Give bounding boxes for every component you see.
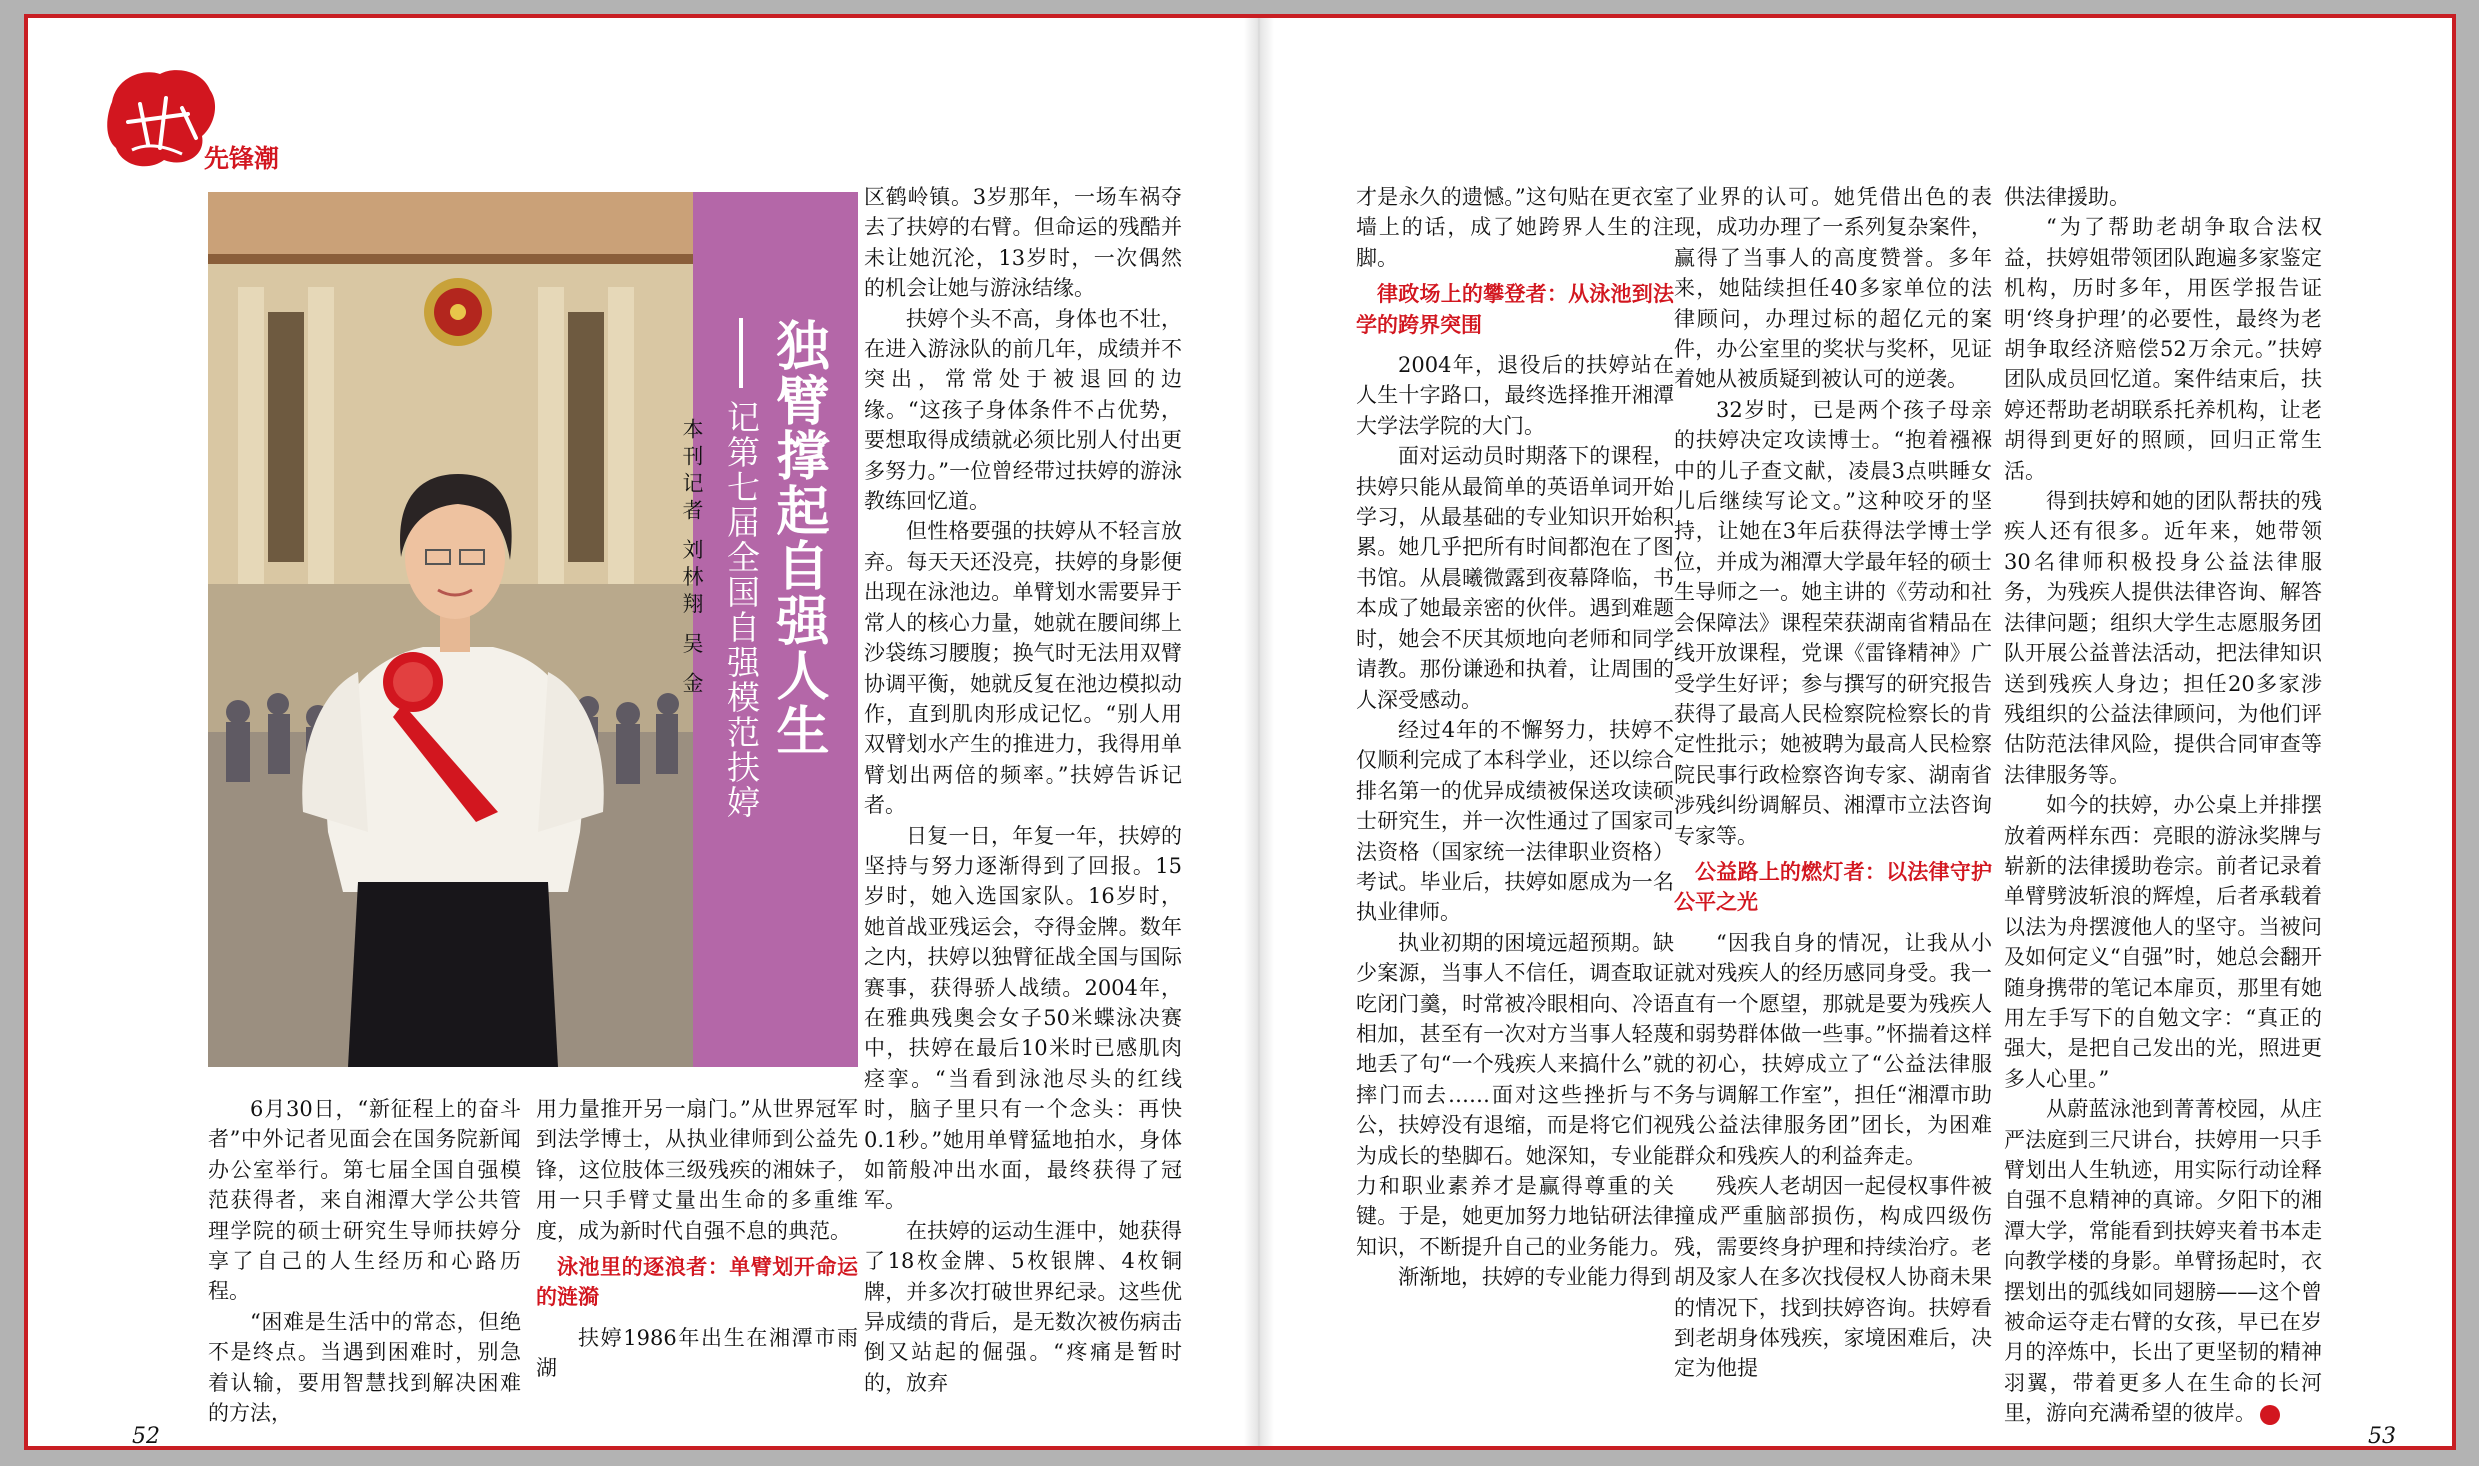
text-column-4 — [1356, 182, 1674, 1293]
paragraph: 才是永久的遗憾。”这句贴在更衣室墙上的话，成了她跨界人生的注脚。 — [1356, 185, 1674, 270]
article-byline: 本刊记者 刘林翔 吴 金 — [680, 418, 704, 700]
paragraph: 区鹤岭镇。3岁那年，一场车祸夺去了扶婷的右臂。但命运的残酷并未让她沉沦，13岁时，一次偶然的机会让她与游泳结缘。 — [864, 185, 1182, 301]
text-column-3 — [864, 182, 1182, 1398]
text-column-2 — [536, 1094, 858, 1384]
paragraph: 了业界的认可。她凭借出色的表现，成功办理了一系列复杂案件，赢得了当事人的高度赞誉。多年来，她陆续担任40多家单位的法律顾问，办理过标的超亿元的案件，办公室里的奖状与奖杯，见证着她从被质疑到被认可的逆袭。 — [1674, 185, 1992, 392]
text-column-1 — [208, 1094, 521, 1428]
subtitle-dash — [739, 318, 743, 388]
paragraph: 日复一日，年复一年，扶婷的坚持与努力逐渐得到了回报。15岁时，她入选国家队。16岁时，她首战亚残运会，夺得金牌。数年之内，扶婷以独臂征战全国与国际赛事，获得骄人战绩。2004年，在雅典残奥会女子50米蝶泳决赛中，扶婷在最后10米时已感肌肉痉挛。“当看到泳池尽头的红线时，脑子里只有一个念头：再快0.1秒。”她用单臂猛地拍水，身体如箭般冲出水面，最终获得了冠军。 — [864, 823, 1182, 1213]
paragraph: 32岁时，已是两个孩子母亲的扶婷决定攻读博士。“抱着襁褓中的儿子查文献，凌晨3点哄睡女儿后继续写论文。”这种咬牙的坚持，让她在3年后获得法学博士学位，并成为湘潭大学最年轻的硕士生导师之一。她主讲的《劳动和社会保障法》课程荣获湖南省精品在线开放课程，党课《雷锋精神》广受学生好评；参与撰写的研究报告获得了最高人民检察院检察长的肯定性批示；她被聘为最高人民检察院民事行政检察咨询专家、湖南省涉残纠纷调解员、湘潭市立法咨询专家等。 — [1674, 397, 1992, 848]
paragraph: 扶婷1986年出生在湘潭市雨湖 — [536, 1325, 858, 1381]
article-subtitle — [718, 318, 765, 820]
subheading: 泳池里的逐浪者：单臂划开命运的涟漪 — [536, 1255, 858, 1310]
paragraph: “因我自身的情况，让我从小就对残疾人的经历感同身受。我一直有一个愿望，那就是要为残疾人和弱势群体做一些事。”怀揣着这样的初心，扶婷成立了“公益法律服务与调解工作室”，担任“湘潭市助残公益法律服务团”团长，为困难群众和残疾人的利益奔走。 — [1674, 930, 1992, 1168]
article-title: 独臂撑起自强人生 — [768, 318, 829, 758]
paragraph: “困难是生活中的常态，但绝不是终点。当遇到困难时，别急着认输，要用智慧找到解决困难的方法， — [208, 1309, 521, 1426]
paragraph: 经过4年的不懈努力，扶婷不仅顺利完成了本科学业，还以综合排名第一的优异成绩被保送攻读硕士研究生，并一次性通过了国家司法资格（国家统一法律职业资格）考试。毕业后，扶婷如愿成为一名执业律师。 — [1356, 717, 1674, 925]
text-column-6 — [2004, 182, 2322, 1429]
portrait-photo — [208, 192, 693, 1067]
paragraph: 但性格要强的扶婷从不轻言放弃。每天天还没亮，扶婷的身影便出现在泳池边。单臂划水需要异于常人的核心力量，她就在腰间绑上沙袋练习腰腹；换气时无法用双臂协调平衡，她就反复在池边模拟动作，直到肌肉形成记忆。“别人用双臂划水产生的推进力，我得用单臂划出两倍的频率。”扶婷告诉记者。 — [864, 519, 1182, 818]
page-spine — [1244, 18, 1274, 1446]
page-number-left: 52 — [132, 1424, 160, 1449]
paragraph: 残疾人老胡因一起侵权事件被撞成严重脑部损伤，构成四级伤残，需要终身护理和持续治疗。老胡及家人在多次找侵权人协商未果的情况下，找到扶婷咨询。扶婷看到老胡身体残疾，家境困难后，决定为他提 — [1674, 1174, 1992, 1381]
subheading: 公益路上的燃灯者：以法律守护公平之光 — [1674, 859, 1992, 915]
paragraph: 在扶婷的运动生涯中，她获得了18枚金牌、5枚银牌、4枚铜牌，并多次打破世界纪录。这些优异成绩的背后，是无数次被伤病击倒又站起的倔强。“疼痛是暂时的，放弃 — [864, 1218, 1182, 1395]
magazine-spread — [24, 14, 2456, 1450]
paragraph: 从蔚蓝泳池到菁菁校园，从庄严法庭到三尺讲台，扶婷用一只手臂划出人生轨迹，用实际行动诠释自强不息精神的真谛。夕阳下的湘潭大学，常能看到扶婷夹着书本走向教学楼的身影。单臂扬起时，衣摆划出的弧线如同翅膀——这个曾被命运夺走右臂的女孩，早已在岁月的淬炼中，长出了更坚韧的精神羽翼，带着更多人在生命的长河里，游向充满希望的彼岸。 — [2004, 1097, 2322, 1426]
paragraph: 6月30日，“新征程上的奋斗者”中外记者见面会在国务院新闻办公室举行。第七届全国自强模范获得者，来自湘潭大学公共管理学院的硕士研究生导师扶婷分享了自己的人生经历和心路历程。 — [208, 1097, 521, 1304]
section-label: 先锋潮 — [204, 144, 280, 173]
paragraph: 面对运动员时期落下的课程，扶婷只能从最简单的英语单词开始学习，从最基础的专业知识开始积累。她几乎把所有时间都泡在了图书馆。从晨曦微露到夜幕降临，书本成了她最亲密的伙伴。遇到难题时，她会不厌其烦地向老师和同学请教。那份谦逊和执着，让周围的人深受感动。 — [1356, 444, 1674, 712]
paragraph: 2004年，退役后的扶婷站在人生十字路口，最终选择推开湘潭大学法学院的大门。 — [1356, 353, 1674, 438]
paragraph: 用力量推开另一扇门。”从世界冠军到法学博士，从执业律师到公益先锋，这位肢体三级残疾的湘妹子，用一只手臂丈量出生命的多重维度，成为新时代自强不息的典范。 — [536, 1097, 858, 1243]
article-end-mark — [2260, 1405, 2280, 1425]
paragraph: 渐渐地，扶婷的专业能力得到 — [1398, 1265, 1671, 1290]
paragraph: 得到扶婷和她的团队帮扶的残疾人还有很多。近年来，她带领30名律师积极投身公益法律服务，为残疾人提供法律咨询、解答法律问题；组织大学生志愿服务团队开展公益普法活动，把法律知识送到残疾人身边；担任20多家涉残组织的公益法律顾问，为他们评估防范法律风险，提供合同审查等法律服务等。 — [2004, 489, 2322, 787]
paragraph: 扶婷个头不高，身体也不壮，在进入游泳队的前几年，成绩并不突出，常常处于被退回的边缘。“这孩子身体条件不占优势，要想取得成绩就必须比别人付出更多努力。”一位曾经带过扶婷的游泳教练回忆道。 — [864, 306, 1182, 514]
subheading: 律政场上的攀登者：从泳池到法学的跨界突围 — [1356, 282, 1674, 337]
text-column-5 — [1674, 182, 1992, 1384]
page-number-right: 53 — [2368, 1424, 2396, 1449]
paragraph: “为了帮助老胡争取合法权益，扶婷姐带领团队跑遍多家鉴定机构，历时多年，用医学报告证明‘终身护理’的必要性，最终为老胡争取经济赔偿52万余元。”扶婷团队成员回忆道。案件结束后，扶婷还帮助老胡联系托养机构，让老胡得到更好的照顾，回归正常生活。 — [2004, 215, 2322, 483]
paragraph: 执业初期的困境远超预期。缺少案源，当事人不信任，调查取证吃闭门羹，时常被冷眼相向、冷语相加，甚至有一次对方当事人轻蔑地丢了句“一个残疾人来搞什么”就摔门而去……面对这些挫折与不公，扶婷没有退缩，而是将它们视为成长的垫脚石。她深知，专业能力和职业素养才是赢得尊重的关键。于是，她更加努力地钻研法律知识，不断提升自己的业务能力。 — [1356, 930, 1674, 1259]
paragraph: 供法律援助。 — [2004, 185, 2130, 209]
article-subtitle-text: 记第七届全国自强模范扶婷 — [722, 400, 761, 820]
paragraph: 如今的扶婷，办公桌上并排摆放着两样东西：亮眼的游泳奖牌与崭新的法律援助卷宗。前者记录着单臂劈波斩浪的辉煌，后者承载着以法为舟摆渡他人的坚守。当被问及如何定义“自强”时，她总会翻开随身携带的笔记本扉页，那里有她用左手写下的自勉文字：“真正的强大，是把自己发出的光，照进更多人心里。” — [2004, 793, 2322, 1091]
